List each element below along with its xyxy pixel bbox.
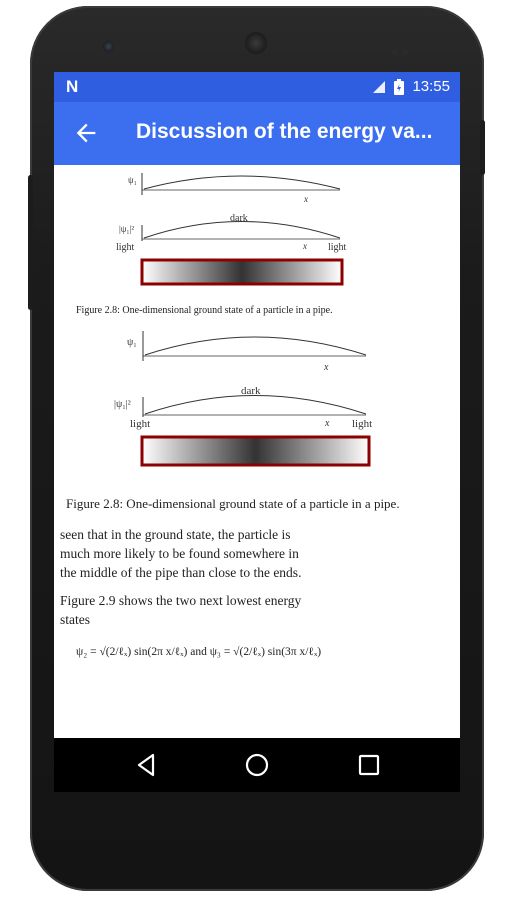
dark-label: dark [241,385,261,397]
clock: 13:55 [412,78,450,95]
battery-icon [394,79,404,95]
x-label: x [325,418,330,429]
screen [54,72,460,792]
sensors [392,42,416,48]
document-content [54,165,460,755]
text-line: states [60,612,90,627]
app-notification-icon: N [66,77,79,96]
volume-button [28,175,33,310]
paragraph [60,525,301,582]
figure-caption: Figure 2.8: One-dimensional ground state of a particle in a pipe. [76,305,333,316]
figure-caption: Figure 2.8: One-dimensional ground state of a particle in a pipe. [66,496,400,511]
front-camera [103,41,114,52]
probability-bar [142,260,342,284]
figure-small [54,165,460,325]
x-label: x [304,194,308,204]
paragraph [60,591,301,629]
x-label: x [303,241,307,251]
figure-large [54,325,460,495]
light-left-label: light [116,242,135,253]
probability-bar [142,437,369,465]
navigation-bar [54,738,460,792]
nav-home-icon[interactable] [243,751,271,779]
text-line: Figure 2.9 shows the two next lowest energy [60,593,302,608]
prob-label: |ψ₁|² [119,224,135,234]
text-line: the middle of the pipe than close to the ends. [60,565,302,580]
light-right-label: light [352,418,373,430]
formula: ψ₂ = √(2/ℓₓ) sin(2π x/ℓₓ) and ψ₃ = √(2/ℓₓ) sin(3π x/ℓₓ) [76,646,322,658]
back-arrow-icon[interactable] [72,119,100,147]
nav-recents-icon[interactable] [355,751,383,779]
status-bar [54,72,460,102]
psi-label: ψ₁ [128,175,137,185]
signal-icon [372,80,386,94]
text-line: seen that in the ground state, the particle is [60,527,291,542]
x-label: x [324,362,329,373]
power-button [480,120,485,175]
nav-back-icon[interactable] [133,751,161,779]
dark-label: dark [230,213,248,224]
light-right-label: light [328,242,347,253]
light-left-label: light [130,418,151,430]
page-title: Discussion of the energy va... [136,120,433,143]
prob-label: |ψ₁|² [114,399,131,410]
text-line: much more likely to be found somewhere in [60,546,299,561]
psi-label: ψ₁ [127,337,137,348]
earpiece [245,32,267,54]
app-bar [54,102,460,165]
